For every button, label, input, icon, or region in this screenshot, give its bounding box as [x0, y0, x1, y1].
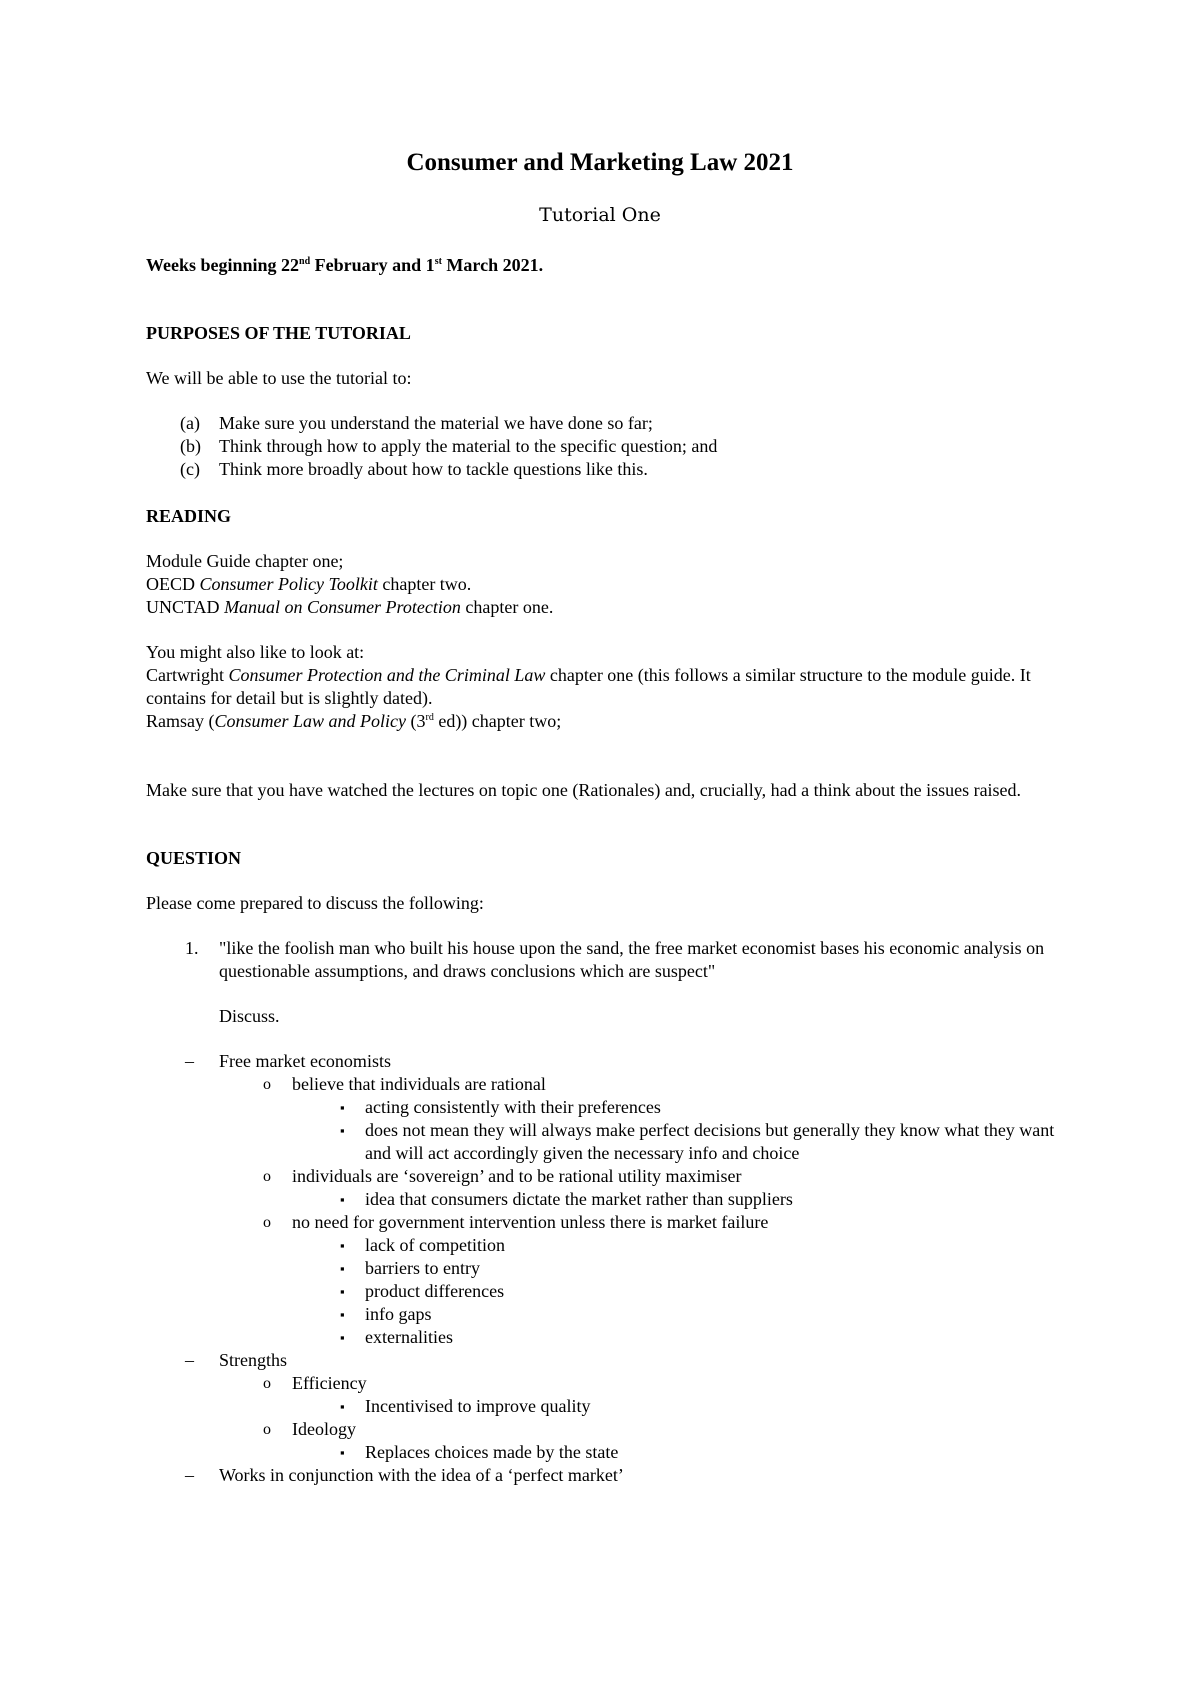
list-item: – Works in conjunction with the idea of a ‘perfect market’: [185, 1465, 624, 1485]
document-title: Consumer and Marketing Law 2021: [406, 149, 794, 176]
purposes-intro: We will be able to use the tutorial to:: [146, 368, 412, 388]
document-body: [146, 254, 1076, 1487]
weeks-line: Weeks beginning 22nd February and 1st March 2021.: [146, 255, 544, 275]
list-item: ▪ externalities: [340, 1327, 453, 1347]
list-item: (a) Make sure you understand the material we have done so far;: [180, 413, 653, 433]
list-item: ▪ acting consistently with their preferences: [340, 1097, 661, 1117]
document-subtitle: Tutorial One: [539, 204, 661, 226]
list-item: o Ideology ▪ Replaces choices made by the state: [219, 1418, 1076, 1464]
question-discuss: Discuss.: [219, 1006, 280, 1026]
list-item: ▪ does not mean they will always make perfect decisions but generally they know what they want and will act accordingly given the necessary info and choice: [340, 1120, 1055, 1163]
purposes-heading: PURPOSES OF THE TUTORIAL: [146, 323, 411, 343]
list-item: (b) Think through how to apply the material to the specific question; and: [180, 436, 718, 456]
list-item: ▪ Replaces choices made by the state: [340, 1442, 619, 1462]
reading-also: You might also like to look at:: [146, 642, 365, 662]
reading-line: Cartwright Consumer Protection and the Criminal Law chapter one (this follows a similar structure to the module guide. It contains for detail but is slightly dated).: [146, 665, 1031, 708]
list-item: ▪ idea that consumers dictate the market rather than suppliers: [340, 1189, 793, 1209]
reading-heading: READING: [146, 506, 232, 526]
list-item: ▪ product differences: [340, 1281, 505, 1301]
reading-watched: Make sure that you have watched the lectures on topic one (Rationales) and, crucially, had a think about the issues raised.: [146, 780, 1022, 800]
question-item: 1. "like the foolish man who built his house upon the sand, the free market economist bases his economic analysis on questionable assumptions, and draws conclusions which are suspect": [185, 938, 1045, 981]
reading-line: OECD Consumer Policy Toolkit chapter two.: [146, 574, 472, 594]
reading-line: Ramsay (Consumer Law and Policy (3rd ed)) chapter two;: [146, 711, 562, 731]
list-item: ▪ Incentivised to improve quality: [340, 1396, 591, 1416]
list-item: ▪ lack of competition: [340, 1235, 505, 1255]
reading-line: UNCTAD Manual on Consumer Protection chapter one.: [146, 597, 554, 617]
question-heading: QUESTION: [146, 848, 242, 868]
question-intro: Please come prepared to discuss the following:: [146, 893, 484, 913]
list-item: (c) Think more broadly about how to tackle questions like this.: [180, 459, 648, 479]
list-item: o individuals are ‘sovereign’ and to be rational utility maximiser ▪ idea that consumers dictate the market rather than suppliers: [219, 1165, 1076, 1211]
list-item: o no need for government intervention unless there is market failure ▪ lack of competition ▪ barriers to entry ▪ product differences ▪ info gaps ▪ externalities: [219, 1211, 1076, 1349]
list-item: ▪ barriers to entry: [340, 1258, 480, 1278]
notes-list: [146, 1050, 1076, 1487]
list-item: – Free market economists o believe that individuals are rational ▪ acting consistently with their preferences ▪ does not mean they will always make perfect decisions but generally they know what they want and will act accordingly given the necessary info and choice o individuals are ‘sovereign’ and to be rational utility maximiser ▪ idea that consumers dictate the market rather than suppliers o no need for government intervention unless there is market failure ▪ lack of competition ▪ barriers to entry ▪ product differences ▪ info gaps ▪ externalities: [146, 1050, 1076, 1349]
list-item: – Strengths o Efficiency ▪ Incentivised to improve quality o Ideology ▪ Replaces choices made by the state: [146, 1349, 1076, 1464]
purposes-list: [146, 412, 1076, 481]
reading-line: Module Guide chapter one;: [146, 551, 344, 571]
list-item: ▪ info gaps: [340, 1304, 432, 1324]
list-item: o believe that individuals are rational ▪ acting consistently with their preferences ▪ does not mean they will always make perfect decisions but generally they know what they want and will act accordingly given the necessary info and choice: [219, 1073, 1076, 1165]
list-item: o Efficiency ▪ Incentivised to improve quality: [219, 1372, 1076, 1418]
